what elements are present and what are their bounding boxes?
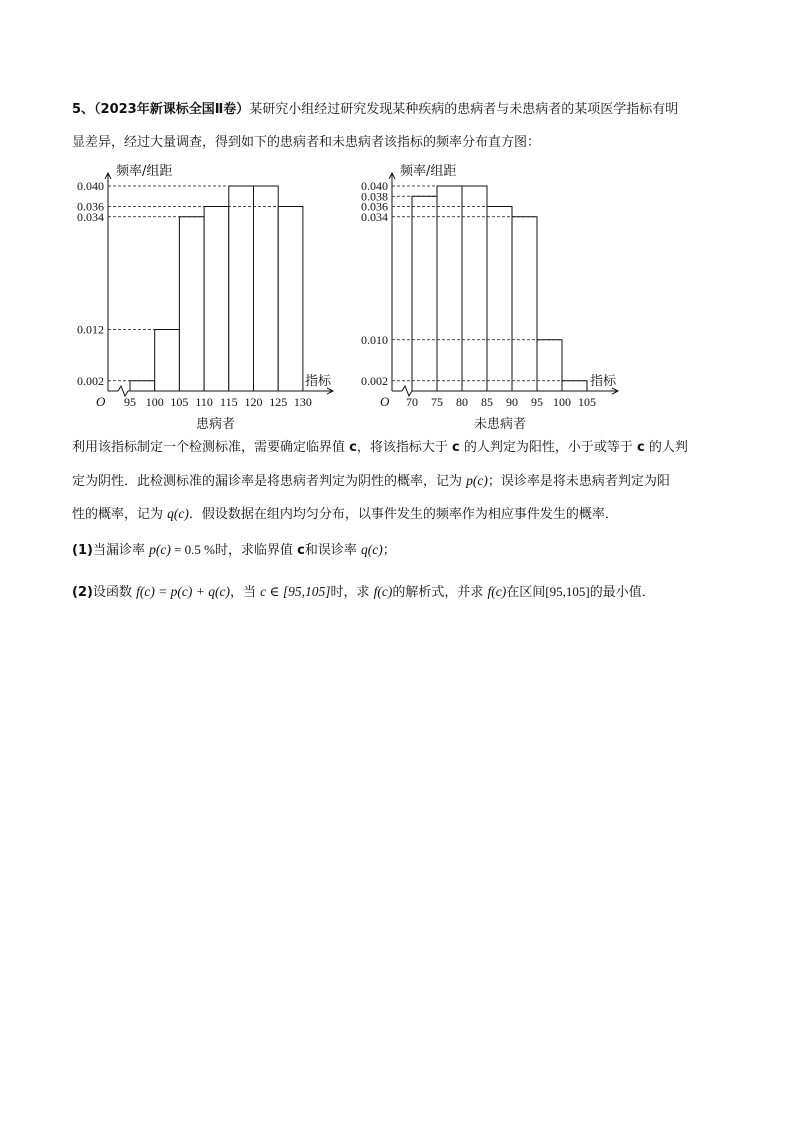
q2-end: 的最小值．: [589, 585, 655, 600]
y-tick-label: 0.040: [361, 179, 388, 193]
x-tick-label: 95: [531, 395, 543, 409]
x-tick-label: 105: [578, 395, 596, 409]
histogram-bar: [130, 381, 155, 391]
q1-text-a: 当漏诊率: [92, 543, 150, 558]
y-axis-label: 频率/组距: [116, 164, 173, 179]
origin-label: O: [380, 394, 390, 409]
histogram-bar: [412, 196, 437, 391]
problem-header: [72, 101, 678, 119]
var-c: c: [452, 440, 460, 455]
x-axis-label: 指标: [590, 374, 617, 389]
para-text-1b: ，将该指标大于: [356, 440, 452, 455]
para-text-2b: ；误诊率是将未患病者判定为阳: [487, 474, 670, 489]
q2-text-e: 在区间: [506, 585, 546, 600]
x-tick-label: 95: [124, 395, 136, 409]
q1-text-c: 和误诊率: [304, 543, 361, 558]
histogram-bar: [537, 340, 562, 391]
x-tick-label: 70: [406, 395, 418, 409]
x-tick-label: 85: [481, 395, 493, 409]
para-text-3a: 性的概率，记为: [72, 507, 168, 522]
x-tick-label: 80: [456, 395, 468, 409]
intro-line-1: 某研究小组经过研究发现某种疾病的患病者与未患病者的某项医学指标有明: [249, 102, 679, 117]
x-tick-label: 75: [431, 395, 443, 409]
y-tick-label: 0.002: [77, 373, 104, 388]
question-1: [72, 541, 396, 560]
y-tick-label: 0.010: [361, 332, 388, 347]
histogram-bar: [155, 330, 180, 392]
histogram-bar: [278, 207, 303, 392]
chart-caption: 未患病者: [473, 417, 527, 432]
y-tick-label: 0.012: [77, 322, 104, 337]
math-interval: [95,105]: [545, 584, 590, 599]
para-text-1a: 利用该指标制定一个检测标准，需要确定临界值: [72, 440, 350, 455]
x-tick-label: 100: [145, 395, 164, 409]
y-tick-label: 0.002: [361, 373, 388, 388]
para-text-1d: 的人判: [644, 440, 688, 455]
math-q-c: q(c): [167, 506, 189, 521]
q2-text-a: 设函数: [92, 585, 137, 600]
y-tick-label: 0.040: [77, 179, 104, 193]
x-tick-label: 90: [506, 395, 518, 409]
histogram-bar: [512, 217, 537, 391]
y-tick-label: 0.034: [77, 209, 104, 224]
x-tick-label: 120: [244, 395, 263, 409]
math-f-c: f(c): [487, 584, 507, 599]
histogram-bar: [179, 217, 204, 391]
histogram-bar: [204, 207, 229, 392]
q2-text-d: 的解析式，并求: [392, 585, 488, 600]
var-c: c: [636, 440, 645, 455]
histogram-bar: [254, 186, 279, 391]
math-p-c: p(c): [466, 473, 488, 488]
q2-text-c: 时，求: [330, 585, 374, 600]
problem-number: 5、: [72, 102, 95, 117]
x-tick-label: 105: [170, 395, 189, 409]
question-2-number: (2): [72, 585, 93, 600]
y-tick-label: 0.034: [361, 209, 388, 224]
x-tick-label: 115: [220, 395, 238, 409]
x-tick-label: 125: [269, 395, 288, 409]
var-c: c: [297, 543, 305, 558]
paragraph-line-2: [72, 472, 670, 491]
math-q-c: q(c): [360, 542, 383, 557]
y-axis-label: 频率/组距: [400, 164, 457, 179]
x-axis-label: 指标: [305, 374, 332, 389]
histogram-figure: [0, 155, 794, 435]
x-tick-label: 110: [195, 395, 213, 409]
histogram-bar: [229, 186, 254, 391]
histogram-bar: [562, 381, 587, 391]
paragraph-line-1: [72, 439, 688, 457]
var-c: c: [349, 440, 357, 455]
q2-text-b: ，当: [230, 585, 261, 600]
histogram-bar: [487, 207, 512, 392]
y-tick-label: 0.038: [361, 189, 388, 204]
math-eq: = 0.5 %: [170, 542, 215, 557]
origin-label: O: [96, 394, 106, 409]
y-tick-label: 0.036: [361, 199, 388, 214]
paragraph-line-3: [72, 505, 618, 524]
math-c-in: c ∈ [95,105]: [260, 584, 331, 599]
q1-text-b: 时，求临界值: [214, 543, 298, 558]
y-tick-label: 0.036: [77, 199, 104, 214]
q1-end: ；: [382, 543, 396, 558]
x-tick-label: 130: [293, 395, 312, 409]
para-text-1c: 的人判定为阳性，小于或等于: [459, 440, 637, 455]
para-text-3b: ．假设数据在组内均匀分布，以事件发生的频率作为相应事件发生的概率．: [188, 507, 618, 522]
problem-source: （2023年新课标全国Ⅱ卷）: [94, 102, 250, 117]
math-p-c: p(c): [149, 542, 171, 557]
math-f-def: f(c) = p(c) + q(c): [136, 584, 230, 599]
math-f-c: f(c): [373, 584, 393, 599]
x-tick-label: 100: [553, 395, 571, 409]
intro-line-2: 显差异，经过大量调查，得到如下的患病者和未患病者该指标的频率分布直方图：: [72, 135, 541, 150]
question-1-number: (1): [72, 543, 93, 558]
para-text-2a: 定为阴性．此检测标准的漏诊率是将患病者判定为阴性的概率，记为: [72, 474, 467, 489]
chart-caption: 患病者: [195, 417, 236, 432]
question-2: [72, 583, 655, 602]
